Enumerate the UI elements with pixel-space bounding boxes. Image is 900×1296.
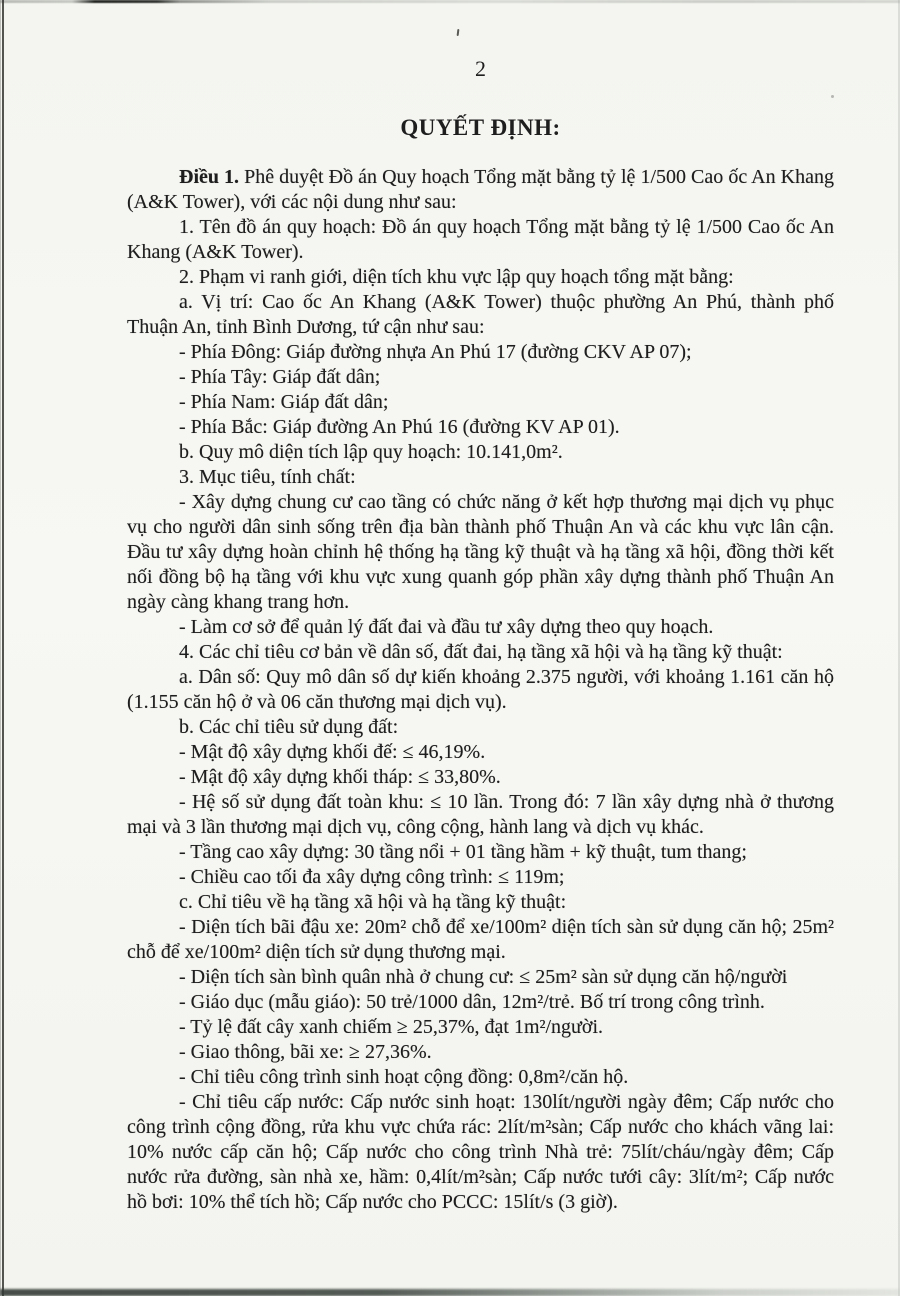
para-traffic: - Giao thông, bãi xe: ≥ 27,36%. [179,1041,432,1063]
para-boundary-west: - Phía Tây: Giáp đất dân; [179,366,381,388]
para-land-ratio: - Hệ số sử dụng đất toàn khu: ≤ 10 lần. Trong đó: 7 lần xây dựng nhà ở thương mại và 3 lần thương mại dịch vụ, công cộng, hành lang và dịch vụ khác. [127,791,834,838]
para-max-height: - Chiều cao tối đa xây dựng công trình: ≤ 119m; [179,866,565,888]
page-number: 2 [475,56,486,81]
para-infra-header: c. Chỉ tiêu về hạ tầng xã hội và hạ tầng kỹ thuật: [179,891,567,913]
document-title: QUYẾT ĐỊNH: [400,115,561,140]
document-body [127,165,834,1215]
scan-tick-mark [457,29,460,36]
article-text: Phê duyệt Đồ án Quy hoạch Tổng mặt bằng tỷ lệ 1/500 Cao ốc An Khang (A&K Tower), với các nội dung như sau: [127,166,834,213]
scan-edge-top [0,0,900,3]
para-objective-basis: - Làm cơ sở để quản lý đất đai và đầu tư xây dựng theo quy hoạch. [179,616,714,638]
para-area: b. Quy mô diện tích lập quy hoạch: 10.141,0m². [179,441,563,463]
para-scope: 2. Phạm vi ranh giới, diện tích khu vực lập quy hoạch tổng mặt bằng: [179,266,734,288]
para-greenery: - Tỷ lệ đất cây xanh chiếm ≥ 25,37%, đạt 1m²/người. [179,1016,604,1038]
scan-speck [831,95,834,98]
para-population: a. Dân số: Quy mô dân số dự kiến khoảng 2.375 người, với khoảng 1.161 căn hộ (1.155 căn hộ ở và 06 căn thương mại dịch vụ). [127,666,834,713]
scan-edge-left-outer [0,0,1,1296]
para-boundary-south: - Phía Nam: Giáp đất dân; [179,391,389,413]
para-objective-build: - Xây dựng chung cư cao tầng có chức năng ở kết hợp thương mại dịch vụ phục vụ cho người dân sinh sống trên địa bàn thành phố Thuận An và các khu vực lân cận. Đầu tư xây dựng hoàn chỉnh hệ thống hạ tầng kỹ thuật và hạ tầng xã hội, đồng thời kết nối đồng bộ hạ tầng với khu vực xung quanh góp phần xây dựng thành phố Thuận An ngày càng khang trang hơn. [127,491,834,613]
para-criteria-header: 4. Các chỉ tiêu cơ bản về dân số, đất đai, hạ tầng xã hội và hạ tầng kỹ thuật: [179,641,783,663]
para-parking: - Diện tích bãi đậu xe: 20m² chỗ để xe/100m² diện tích sàn sử dụng căn hộ; 25m² chỗ để xe/100m² diện tích sử dụng thương mại. [127,916,834,963]
para-plan-name: 1. Tên đồ án quy hoạch: Đồ án quy hoạch Tổng mặt bằng tỷ lệ 1/500 Cao ốc An Khang (A&K Tower). [127,216,834,263]
scan-edge-bottom [0,1289,900,1296]
para-boundary-east: - Phía Đông: Giáp đường nhựa An Phú 17 (đường CKV AP 07); [179,341,692,363]
para-education: - Giáo dục (mẫu giáo): 50 trẻ/1000 dân, 12m²/trẻ. Bố trí trong công trình. [179,991,765,1013]
scan-edge-left [2,0,4,1296]
para-objectives-header: 3. Mục tiêu, tính chất: [179,466,356,488]
para-water-supply: - Chỉ tiêu cấp nước: Cấp nước sinh hoạt: 130lít/người ngày đêm; Cấp nước cho công trình cộng đồng, rửa khu vực chứa rác: 2lít/m²sàn; Cấp nước cho khách vãng lai: 10% nước cấp căn hộ; Cấp nước cho công trình Nhà trẻ: 75lít/cháu/ngày đêm; Cấp nước rửa đường, sàn nhà xe, hầm: 0,4lít/m²sàn; Cấp nước tưới cây: 3lít/m²; Cấp nước hồ bơi: 10% thể tích hồ; Cấp nước cho PCCC: 15lít/s (3 giờ). [127,1091,834,1213]
article-label: Điều 1. [179,166,240,188]
para-article-1 [127,165,834,215]
para-floor-area: - Diện tích sàn bình quân nhà ở chung cư: ≤ 25m² sàn sử dụng căn hộ/người [179,966,788,988]
para-location: a. Vị trí: Cao ốc An Khang (A&K Tower) thuộc phường An Phú, thành phố Thuận An, tỉnh Bình Dương, tứ cận như sau: [127,291,834,338]
para-floors: - Tầng cao xây dựng: 30 tầng nổi + 01 tầng hầm + kỹ thuật, tum thang; [179,841,747,863]
para-density-tower: - Mật độ xây dựng khối tháp: ≤ 33,80%. [179,766,501,788]
para-boundary-north: - Phía Bắc: Giáp đường An Phú 16 (đường KV AP 01). [179,416,620,438]
para-landuse-header: b. Các chỉ tiêu sử dụng đất: [179,716,399,738]
para-density-base: - Mật độ xây dựng khối đế: ≤ 46,19%. [179,741,486,763]
para-community: - Chỉ tiêu công trình sinh hoạt cộng đồng: 0,8m²/căn hộ. [179,1066,629,1088]
